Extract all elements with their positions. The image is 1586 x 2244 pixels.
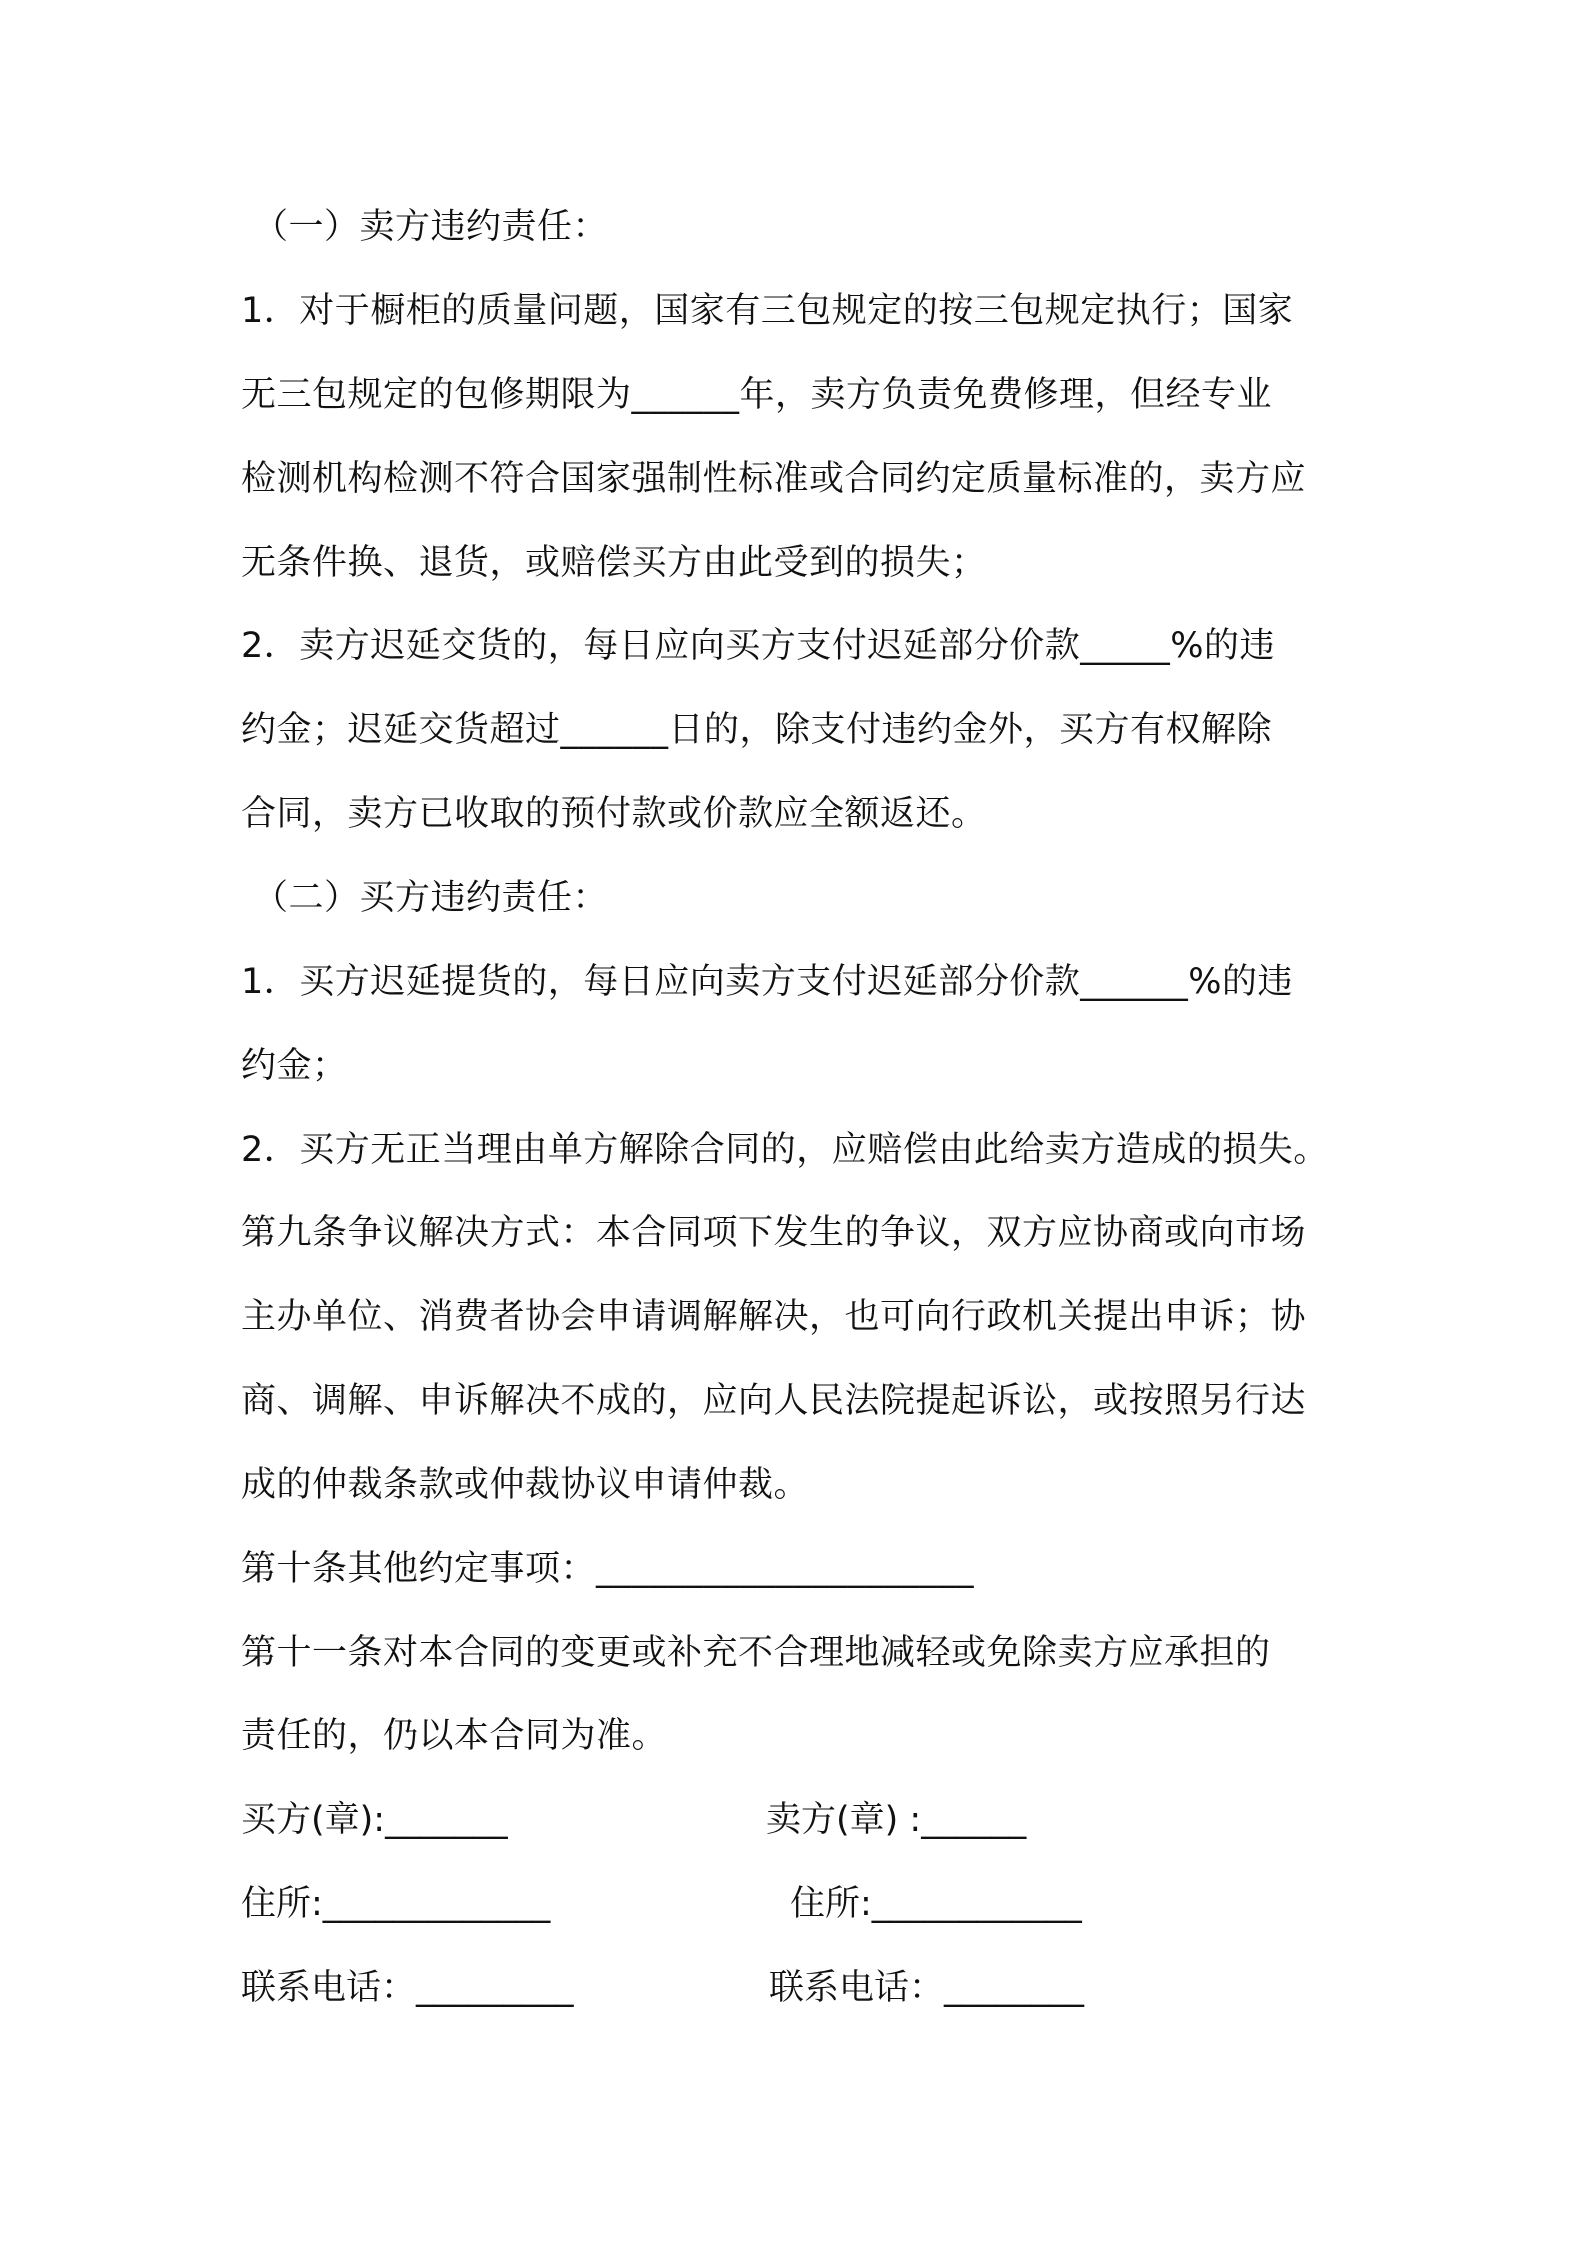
buyer-item-1-line-1: 1．买方迟延提货的，每日应向卖方支付迟延部分价款______%的违 [241,962,1294,1002]
seller-item-1-line-1: 1．对于橱柜的质量问题，国家有三包规定的按三包规定执行；国家 [241,291,1294,331]
article-10-line-1: 第十条其他约定事项：_____________________ [241,1549,975,1589]
buyer-seal-field: 买方(章):_______ [241,1800,508,1840]
article-9-line-2: 主办单位、消费者协会申请调解解决，也可向行政机关提出申诉；协 [241,1297,1307,1337]
seller-phone-field: 联系电话：________ [769,1968,1085,2008]
article-11-line-1: 第十一条对本合同的变更或补充不合理地减轻或免除卖方应承担的 [241,1633,1271,1673]
seller-item-2-line-3: 合同，卖方已收取的预付款或价款应全额返还。 [241,794,987,834]
seller-item-1-line-2: 无三包规定的包修期限为______年，卖方负责免费修理，但经专业 [241,375,1273,415]
article-11-line-2: 责任的，仍以本合同为准。 [241,1716,668,1756]
buyer-phone-field: 联系电话：_________ [241,1968,574,2008]
buyer-item-2-line-1: 2．买方无正当理由单方解除合同的，应赔偿由此给卖方造成的损失。 [241,1130,1329,1170]
buyer-address-field: 住所:_____________ [241,1884,551,1924]
seller-seal-field: 卖方(章) :______ [766,1800,1027,1840]
seller-item-2-line-2: 约金；迟延交货超过______日的，除支付违约金外，买方有权解除 [241,710,1273,750]
seller-item-1-line-4: 无条件换、退货，或赔偿买方由此受到的损失； [241,543,987,583]
article-9-line-3: 商、调解、申诉解决不成的，应向人民法院提起诉讼，或按照另行达 [241,1381,1307,1421]
seller-item-2-line-1: 2．卖方迟延交货的，每日应向买方支付迟延部分价款_____%的违 [241,626,1276,666]
buyer-item-1-line-2: 约金； [241,1046,348,1086]
article-9-line-4: 成的仲裁条款或仲裁协议申请仲裁。 [241,1465,810,1505]
article-9-line-1: 第九条争议解决方式：本合同项下发生的争议，双方应协商或向市场 [241,1213,1307,1253]
section-one-title: （一）卖方违约责任： [253,207,609,247]
seller-item-1-line-3: 检测机构检测不符合国家强制性标准或合同约定质量标准的，卖方应 [241,459,1307,499]
section-two-title: （二）买方违约责任： [253,878,609,918]
seller-address-field: 住所:____________ [790,1884,1082,1924]
